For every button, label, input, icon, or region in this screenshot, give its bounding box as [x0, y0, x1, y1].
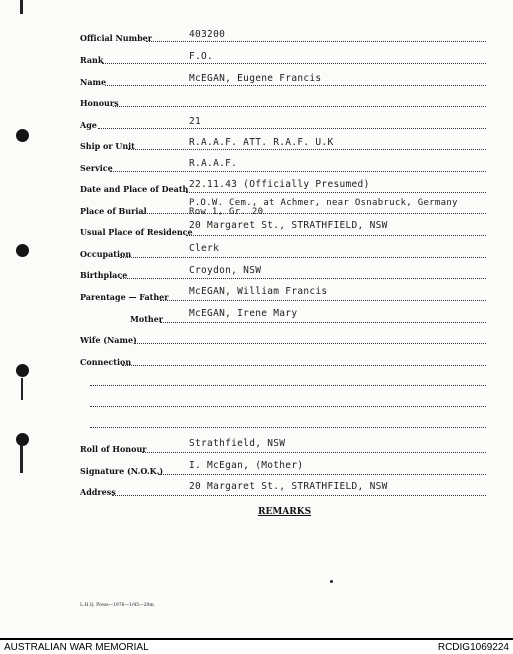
burial-label: Place of Burial	[80, 206, 147, 216]
ship-or-unit-value: R.A.A.F. ATT. R.A.F. U.K	[189, 137, 334, 148]
remarks-heading: REMARKS	[258, 507, 312, 517]
ship-or-unit-line	[128, 149, 486, 150]
connection-line	[122, 365, 486, 366]
ship-or-unit-label: Ship or Unit	[80, 141, 135, 151]
connection-label: Connection	[80, 357, 132, 367]
wife-line	[135, 343, 486, 344]
age-value: 21	[189, 116, 202, 127]
residence-label: Usual Place of Residence	[80, 227, 193, 237]
roll-of-honour-value: Strathfield, NSW	[189, 438, 286, 449]
official-number-line	[146, 41, 486, 42]
signature-value: I. McEgan, (Mother)	[189, 460, 304, 471]
binder-hole	[16, 129, 29, 142]
address-line	[112, 495, 486, 496]
official-number-label: Official Number	[80, 33, 152, 43]
binder-hole	[16, 364, 29, 377]
service-line	[110, 171, 486, 172]
mother-line	[160, 322, 486, 323]
burial-value-continued: Row 1, Gr. 20	[189, 207, 264, 217]
birthplace-value: Croydon, NSW	[189, 265, 262, 276]
father-line	[160, 300, 486, 301]
birthplace-label: Birthplace	[80, 270, 128, 280]
footer-institution: AUSTRALIAN WAR MEMORIAL	[4, 642, 149, 653]
age-label: Age	[80, 120, 97, 130]
official-number-value: 403200	[189, 29, 226, 40]
mother-value: McEGAN, Irene Mary	[189, 308, 298, 319]
occupation-label: Occupation	[80, 249, 132, 259]
archive-footer	[0, 638, 513, 654]
death-line	[186, 192, 486, 193]
scan-mark	[20, 445, 23, 473]
occupation-line	[120, 257, 486, 258]
connection-line-extra	[90, 427, 486, 428]
birthplace-line	[120, 278, 486, 279]
name-line	[105, 85, 486, 86]
name-label: Name	[80, 77, 107, 87]
roll-of-honour-label: Roll of Honour	[80, 444, 147, 454]
death-value: 22.11.43 (Officially Presumed)	[189, 179, 370, 190]
mother-label: Mother	[130, 314, 164, 324]
name-value: McEGAN, Eugene Francis	[189, 73, 322, 84]
roll-of-honour-line	[142, 452, 486, 453]
rank-line	[102, 63, 486, 64]
address-label: Address	[80, 487, 116, 497]
burial-value: P.O.W. Cem., at Achmer, near Osnabruck, Germany	[189, 198, 458, 208]
father-value: McEGAN, William Francis	[189, 286, 328, 297]
binder-hole	[16, 244, 29, 257]
rank-value: F.O.	[189, 51, 214, 62]
scan-mark	[20, 0, 23, 14]
connection-line-extra	[90, 406, 486, 407]
father-label: Parentage — Father	[80, 292, 169, 302]
scan-mark	[330, 580, 333, 583]
footer-record-id: RCDIG1069224	[437, 642, 509, 653]
address-value: 20 Margaret St., STRATHFIELD, NSW	[189, 481, 388, 492]
service-value: R.A.A.F.	[189, 158, 238, 169]
honours-line	[113, 106, 486, 107]
honours-label: Honours	[80, 98, 119, 108]
connection-line-extra	[90, 385, 486, 386]
signature-line	[158, 474, 486, 475]
age-line	[98, 128, 486, 129]
residence-line	[186, 235, 486, 236]
printer-note: L.H.Q. Press—1976—1/45—20m.	[80, 603, 156, 608]
residence-value: 20 Margaret St., STRATHFIELD, NSW	[189, 220, 388, 231]
wife-label: Wife (Name)	[80, 335, 137, 345]
signature-label: Signature (N.O.K.)	[80, 466, 164, 476]
rank-label: Rank	[80, 55, 104, 65]
service-label: Service	[80, 163, 113, 173]
death-label: Date and Place of Death	[80, 184, 189, 194]
occupation-value: Clerk	[189, 243, 220, 254]
scan-mark	[21, 378, 23, 400]
